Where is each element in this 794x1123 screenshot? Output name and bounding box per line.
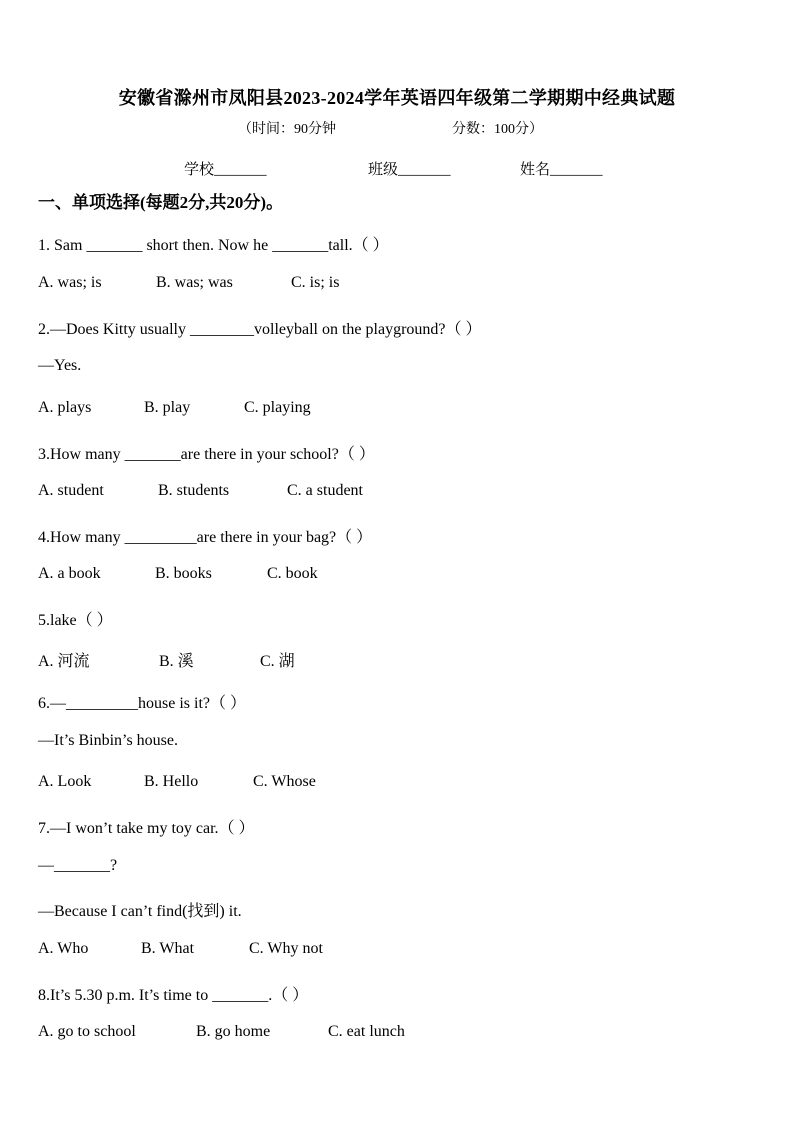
option-b: B. What [141,940,195,957]
question-8-options [38,1023,405,1041]
section-heading: 一、单项选择(每题2分,共20分)。 [38,193,284,212]
option-a: A. go to school [38,1023,136,1040]
question-7-reply-2: —Because I can’t find(找到) it. [38,903,242,920]
question-7-options [38,940,323,958]
option-b: B. play [144,399,191,416]
option-b: B. 溪 [159,653,194,670]
question-2-options [38,399,311,417]
question-6-reply: —It’s Binbin’s house. [38,732,179,749]
question-2: 2.—Does Kitty usually ________volleyball on the playground?（ ） [38,321,482,338]
option-c: C. book [267,565,318,582]
name-field: 姓名_______ [520,162,603,178]
option-c: C. a student [287,482,363,499]
exam-score: 分数：100分） [452,122,543,137]
option-a: A. Look [38,773,92,790]
option-a: A. student [38,482,104,499]
option-c: C. 湖 [260,653,295,670]
option-b: B. students [158,482,230,499]
option-b: B. books [155,565,212,582]
question-7-reply-1: —_______? [38,857,118,874]
question-6: 6.—_________house is it?（ ） [38,695,246,712]
option-b: B. Hello [144,773,199,790]
option-a: A. Who [38,940,89,957]
school-field: 学校_______ [184,162,267,178]
option-b: B. go home [196,1023,271,1040]
question-4-options [38,565,318,583]
option-a: A. 河流 [38,653,90,670]
question-4: 4.How many _________are there in your bag?（ ） [38,529,373,546]
option-c: C. playing [244,399,311,416]
question-2-reply: —Yes. [38,357,82,374]
option-c: C. Why not [249,940,323,957]
option-c: C. eat lunch [328,1023,405,1040]
question-3-options [38,482,363,500]
question-5: 5.lake（ ） [38,612,113,629]
option-a: A. plays [38,399,92,416]
option-c: C. Whose [253,773,316,790]
option-c: C. is; is [291,274,340,291]
question-6-options [38,773,316,791]
option-a: A. a book [38,565,101,582]
question-8: 8.It’s 5.30 p.m. It’s time to _______.（ ） [38,987,309,1004]
class-field: 班级_______ [368,162,451,178]
option-a: A. was; is [38,274,102,291]
question-1: 1. Sam _______ short then. Now he _______tall.（ ） [38,237,389,254]
question-5-options [38,648,295,671]
question-1-options [38,274,339,292]
question-7: 7.—I won’t take my toy car.（ ） [38,820,255,837]
option-b: B. was; was [156,274,233,291]
question-3: 3.How many _______are there in your school?（ ） [38,446,375,463]
exam-title: 安徽省滁州市凤阳县2023-2024学年英语四年级第二学期期中经典试题 [118,88,676,108]
exam-time: （时间：90分钟 [238,122,336,137]
